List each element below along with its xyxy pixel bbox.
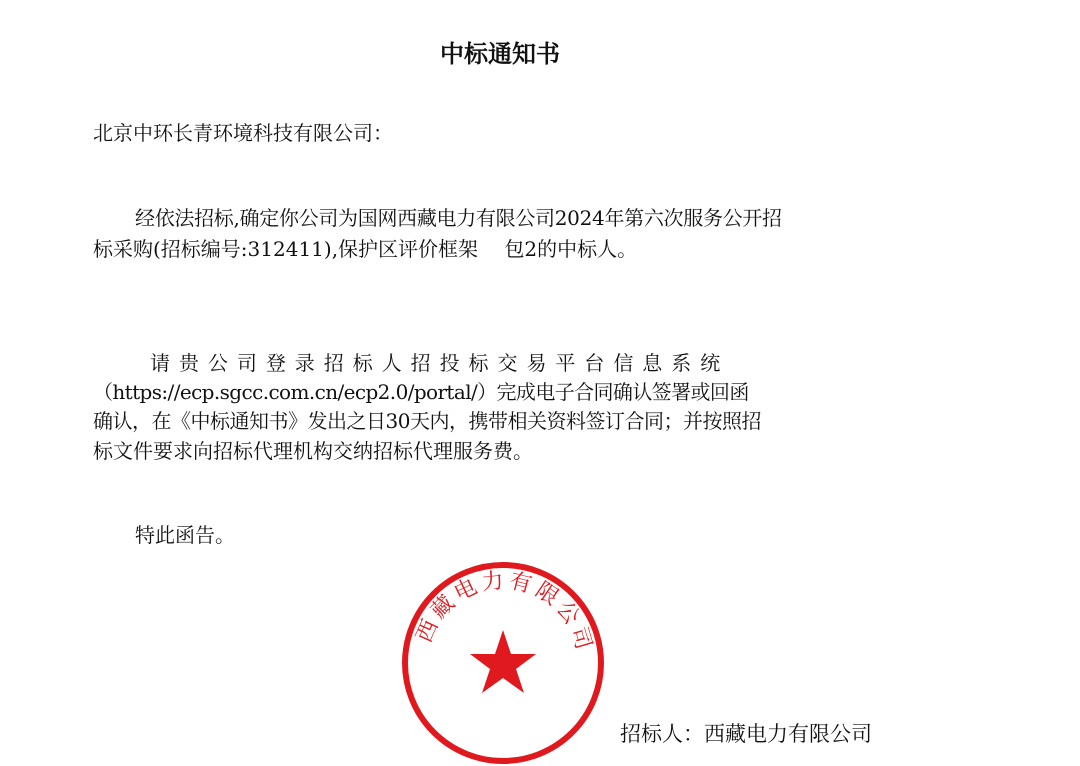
- salutation: 北京中环长青环境科技有限公司：: [93, 121, 393, 145]
- paragraph2-line4: 标文件要求向招标代理机构交纳招标代理服务费。: [93, 439, 533, 463]
- closing: 特此函告。: [135, 523, 235, 547]
- seal-text: 西藏电力有限公司: [411, 568, 597, 657]
- paragraph2-line1: 请 贵 公 司 登 录 招 标 人 招 投 标 交 易 平 台 信 息 系 统: [150, 351, 722, 375]
- official-seal: [400, 560, 606, 766]
- signature: 招标人：西藏电力有限公司: [620, 722, 872, 746]
- paragraph1-line1: 经依法招标,确定你公司为国网西藏电力有限公司2024年第六次服务公开招: [135, 206, 782, 230]
- page-title: 中标通知书: [440, 40, 560, 68]
- paragraph2-line2: （https://ecp.sgcc.com.cn/ecp2.0/portal/）完成电子合同确认签署或回函: [93, 380, 749, 404]
- paragraph1-line2: 标采购(招标编号:312411),保护区评价框架 包2的中标人。: [93, 237, 638, 261]
- paragraph2-line3: 确认，在《中标通知书》发出之日30天内，携带相关资料签订合同；并按照招: [93, 409, 761, 433]
- seal-star-icon: [470, 630, 536, 693]
